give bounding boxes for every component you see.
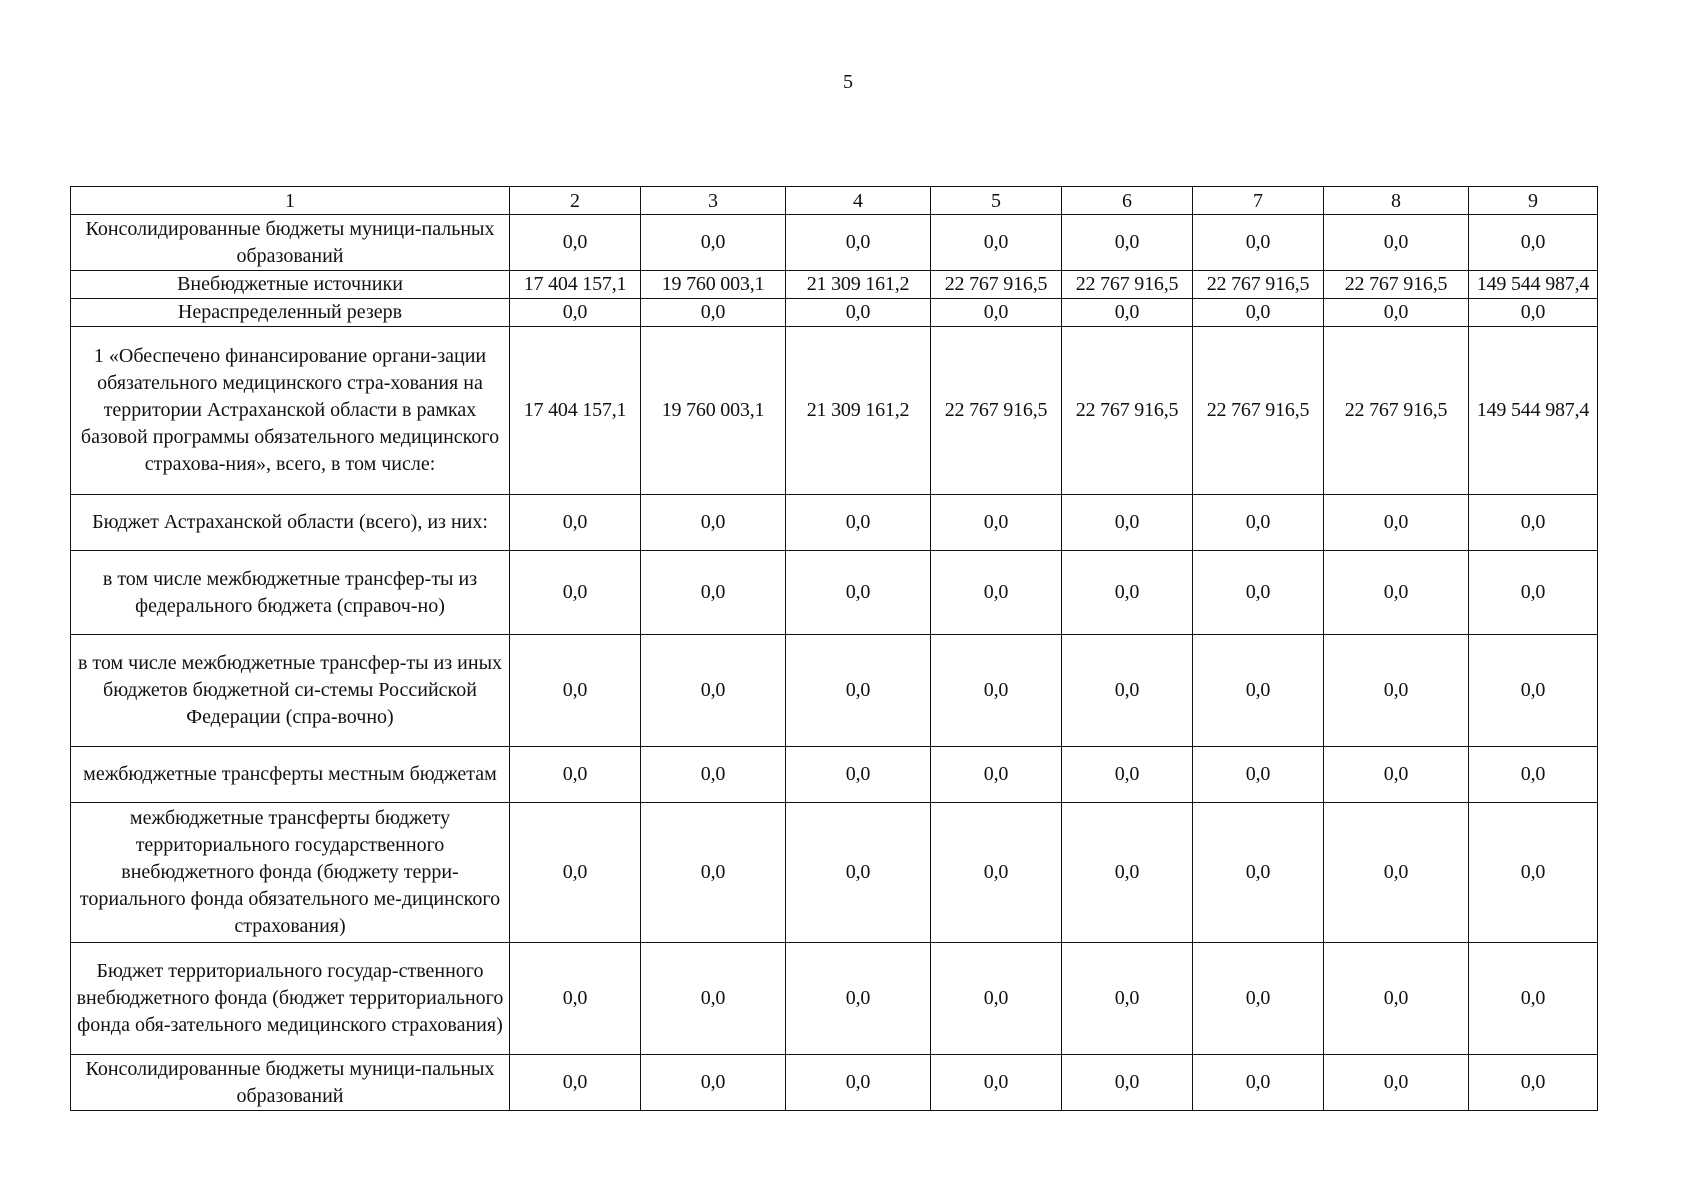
column-number: 8: [1324, 187, 1469, 215]
column-number: 9: [1469, 187, 1598, 215]
row-value: 0,0: [1062, 215, 1193, 271]
row-value: 0,0: [1193, 215, 1324, 271]
row-value: 22 767 916,5: [1324, 327, 1469, 495]
row-value: 0,0: [1469, 551, 1598, 635]
row-label: Бюджет территориального государ-ственного внебюджетного фонда (бюджет территориального фонда обя-зательного медицинского страхования): [71, 943, 510, 1055]
column-number: 3: [641, 187, 786, 215]
row-value: 21 309 161,2: [786, 327, 931, 495]
row-value: 0,0: [931, 551, 1062, 635]
row-value: 0,0: [1469, 943, 1598, 1055]
row-value: 21 309 161,2: [786, 271, 931, 299]
table-row: [71, 271, 1598, 299]
row-value: 0,0: [1469, 495, 1598, 551]
row-value: 0,0: [1062, 1055, 1193, 1111]
row-value: 0,0: [1062, 943, 1193, 1055]
row-value: 0,0: [641, 551, 786, 635]
row-value: 0,0: [1324, 495, 1469, 551]
table-row: [71, 635, 1598, 747]
row-value: 0,0: [786, 635, 931, 747]
row-value: 0,0: [1324, 803, 1469, 943]
row-value: 0,0: [510, 803, 641, 943]
row-value: 0,0: [1193, 495, 1324, 551]
row-value: 0,0: [1324, 747, 1469, 803]
row-value: 149 544 987,4: [1469, 327, 1598, 495]
row-value: 0,0: [1324, 943, 1469, 1055]
row-value: 0,0: [1062, 299, 1193, 327]
row-label: в том числе межбюджетные трансфер-ты из федерального бюджета (справоч-но): [71, 551, 510, 635]
row-value: 22 767 916,5: [931, 327, 1062, 495]
row-value: 0,0: [510, 495, 641, 551]
row-label: в том числе межбюджетные трансфер-ты из иных бюджетов бюджетной си-стемы Российской Федерации (спра-вочно): [71, 635, 510, 747]
row-value: 0,0: [510, 943, 641, 1055]
row-value: 0,0: [931, 803, 1062, 943]
row-value: 0,0: [510, 215, 641, 271]
row-value: 0,0: [641, 635, 786, 747]
row-value: 0,0: [641, 299, 786, 327]
row-value: 0,0: [1062, 551, 1193, 635]
row-value: 0,0: [786, 215, 931, 271]
row-value: 0,0: [641, 495, 786, 551]
row-value: 0,0: [641, 1055, 786, 1111]
table-row: [71, 551, 1598, 635]
row-value: 0,0: [1193, 747, 1324, 803]
column-number-row: [71, 187, 1598, 215]
row-value: 0,0: [510, 747, 641, 803]
column-number: 7: [1193, 187, 1324, 215]
column-number: 5: [931, 187, 1062, 215]
row-label: Нераспределенный резерв: [71, 299, 510, 327]
row-value: 0,0: [931, 635, 1062, 747]
row-label: Бюджет Астраханской области (всего), из них:: [71, 495, 510, 551]
row-value: 0,0: [1324, 635, 1469, 747]
row-value: 22 767 916,5: [1062, 327, 1193, 495]
row-value: 0,0: [1193, 551, 1324, 635]
row-value: 0,0: [1469, 803, 1598, 943]
row-value: 0,0: [641, 747, 786, 803]
row-value: 0,0: [1062, 747, 1193, 803]
row-value: 0,0: [786, 803, 931, 943]
row-value: 0,0: [786, 747, 931, 803]
row-value: 0,0: [641, 215, 786, 271]
page-number: 5: [843, 71, 853, 93]
table-row: [71, 495, 1598, 551]
column-number: 2: [510, 187, 641, 215]
row-value: 0,0: [510, 1055, 641, 1111]
row-value: 0,0: [931, 495, 1062, 551]
table-row: [71, 327, 1598, 495]
row-value: 0,0: [1469, 299, 1598, 327]
column-number: 6: [1062, 187, 1193, 215]
row-value: 0,0: [1469, 1055, 1598, 1111]
row-value: 0,0: [786, 1055, 931, 1111]
row-value: 0,0: [1324, 215, 1469, 271]
row-value: 0,0: [786, 943, 931, 1055]
row-value: 22 767 916,5: [1062, 271, 1193, 299]
row-value: 0,0: [510, 635, 641, 747]
column-number: 1: [71, 187, 510, 215]
row-value: 0,0: [1324, 1055, 1469, 1111]
budget-table: [70, 186, 1598, 1111]
row-value: 19 760 003,1: [641, 327, 786, 495]
row-label: Внебюджетные источники: [71, 271, 510, 299]
row-value: 17 404 157,1: [510, 327, 641, 495]
row-value: 0,0: [1324, 299, 1469, 327]
row-value: 22 767 916,5: [1193, 327, 1324, 495]
row-value: 0,0: [510, 551, 641, 635]
row-value: 0,0: [931, 1055, 1062, 1111]
row-value: 0,0: [786, 495, 931, 551]
row-value: 0,0: [641, 803, 786, 943]
table-row: [71, 747, 1598, 803]
row-value: 0,0: [1469, 635, 1598, 747]
row-value: 0,0: [1193, 635, 1324, 747]
row-value: 17 404 157,1: [510, 271, 641, 299]
row-value: 0,0: [1469, 747, 1598, 803]
row-value: 0,0: [1193, 943, 1324, 1055]
table-row: [71, 803, 1598, 943]
row-value: 22 767 916,5: [1324, 271, 1469, 299]
row-value: 0,0: [1193, 1055, 1324, 1111]
row-value: 0,0: [1062, 635, 1193, 747]
row-value: 22 767 916,5: [1193, 271, 1324, 299]
row-value: 149 544 987,4: [1469, 271, 1598, 299]
row-value: 0,0: [931, 747, 1062, 803]
table-row: [71, 215, 1598, 271]
row-value: 0,0: [641, 943, 786, 1055]
row-label: межбюджетные трансферты местным бюджетам: [71, 747, 510, 803]
row-value: 22 767 916,5: [931, 271, 1062, 299]
table-row: [71, 1055, 1598, 1111]
row-value: 0,0: [1193, 803, 1324, 943]
row-value: 0,0: [786, 299, 931, 327]
row-value: 0,0: [1469, 215, 1598, 271]
row-value: 0,0: [931, 943, 1062, 1055]
row-value: 0,0: [786, 551, 931, 635]
column-number: 4: [786, 187, 931, 215]
table-row: [71, 299, 1598, 327]
row-value: 19 760 003,1: [641, 271, 786, 299]
table-row: [71, 943, 1598, 1055]
row-value: 0,0: [931, 299, 1062, 327]
table-body: [71, 215, 1598, 1111]
row-label: 1 «Обеспечено финансирование органи-зации обязательного медицинского стра-хования на территории Астраханской области в рамках базовой программы обязательного медицинского страхова-ния», всего, в том числе:: [71, 327, 510, 495]
row-value: 0,0: [1324, 551, 1469, 635]
row-value: 0,0: [931, 215, 1062, 271]
row-value: 0,0: [510, 299, 641, 327]
row-value: 0,0: [1062, 803, 1193, 943]
row-value: 0,0: [1062, 495, 1193, 551]
row-label: Консолидированные бюджеты муници-пальных образований: [71, 1055, 510, 1111]
row-value: 0,0: [1193, 299, 1324, 327]
row-label: межбюджетные трансферты бюджету территориального государственного внебюджетного фонда (бюджету терри-ториального фонда обязательного ме-дицинского страхования): [71, 803, 510, 943]
row-label: Консолидированные бюджеты муници-пальных образований: [71, 215, 510, 271]
